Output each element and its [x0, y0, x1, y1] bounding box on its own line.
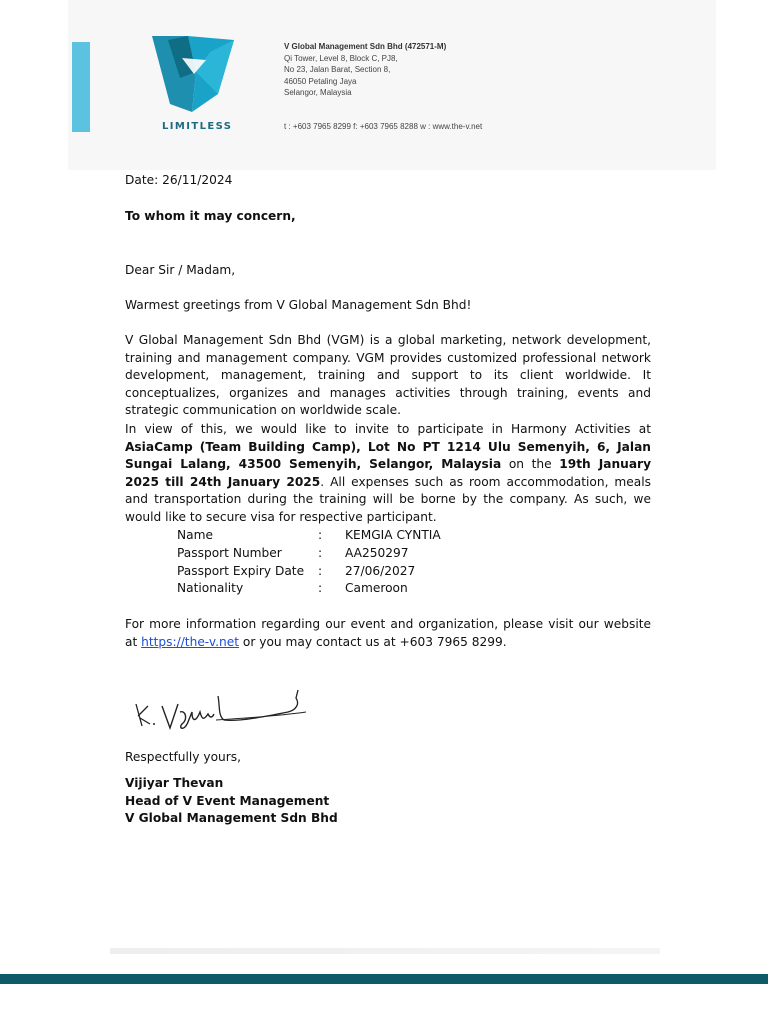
invitation-text: In view of this, we would like to invite to participate in Harmony Activities at: [125, 422, 651, 436]
detail-value: Cameroon: [345, 581, 408, 596]
participant-details: [177, 527, 441, 598]
company-address-block: [284, 41, 446, 99]
detail-row: [177, 580, 441, 598]
contact-text: For more information regarding our event and organization, please visit our website at: [125, 617, 651, 649]
venue-text: AsiaCamp (Team Building Camp), Lot No PT 1214 Ulu Semenyih, 6, Jalan Sungai Lalang, 43500 Semenyih, Selangor, Malaysia: [125, 439, 651, 472]
detail-label: Passport Expiry Date: [177, 563, 305, 578]
letter-date: Date: 26/11/2024: [125, 173, 233, 187]
detail-label: Name: [177, 528, 213, 542]
detail-separator: :: [318, 545, 323, 560]
v-logo-icon: [148, 34, 238, 114]
logo-wordmark: LIMITLESS: [162, 121, 233, 132]
address-line: Qi Tower, Level 8, Block C, PJ8,: [284, 53, 398, 63]
to-whom-heading: To whom it may concern,: [125, 209, 296, 223]
signer-name: Vijiyar Thevan: [125, 776, 224, 790]
greeting: Warmest greetings from V Global Management Sdn Bhd!: [125, 298, 472, 312]
footer-bar: [0, 974, 768, 984]
intro-paragraph: V Global Management Sdn Bhd (VGM) is a global marketing, network development, training and management company. VGM provides customized professional network development, management, training and support to its client worldwide. It conceptualizes, organizes and manages activities through training, events and strategic communication on worldwide scale.: [125, 333, 651, 418]
detail-row: [177, 545, 441, 563]
event-dates: 19th January 2025 till 24th January 2025: [125, 457, 652, 489]
footer-watermark-line: [110, 948, 660, 954]
signature-image: [128, 676, 318, 746]
detail-row: [177, 527, 441, 545]
detail-value: AA250297: [345, 545, 409, 560]
invitation-text: on the: [501, 457, 560, 472]
signer-company: V Global Management Sdn Bhd: [125, 811, 338, 825]
detail-separator: :: [318, 581, 323, 596]
detail-separator: :: [318, 528, 323, 542]
contact-line: t : +603 7965 8299 f: +603 7965 8288 w : www.the-v.net: [284, 122, 483, 131]
detail-separator: :: [318, 563, 323, 578]
salutation: Dear Sir / Madam,: [125, 263, 236, 277]
detail-value: KEMGIA CYNTIA: [345, 528, 441, 542]
address-line: 46050 Petaling Jaya: [284, 76, 357, 86]
detail-row: [177, 563, 441, 581]
invitation-text: . All expenses such as room accommodation, meals and transportation during the training will be borne by the company. As such, we would like to secure visa for respective participant.: [125, 474, 651, 524]
detail-label: Passport Number: [177, 545, 282, 560]
website-link[interactable]: https://the-v.net: [141, 634, 240, 649]
detail-label: Nationality: [177, 581, 244, 596]
detail-value: 27/06/2027: [345, 563, 416, 578]
brand-side-bar: [72, 42, 90, 132]
contact-text: or you may contact us at +603 7965 8299.: [239, 634, 507, 649]
address-line: No 23, Jalan Barat, Section 8,: [284, 65, 391, 74]
company-name: V Global Management Sdn Bhd (472571-M): [284, 42, 447, 51]
closing: Respectfully yours,: [125, 750, 241, 764]
address-line: Selangor, Malaysia: [284, 88, 352, 97]
contact-paragraph: [125, 616, 651, 651]
invitation-paragraph: [125, 421, 651, 527]
signer-title: Head of V Event Management: [125, 794, 330, 808]
